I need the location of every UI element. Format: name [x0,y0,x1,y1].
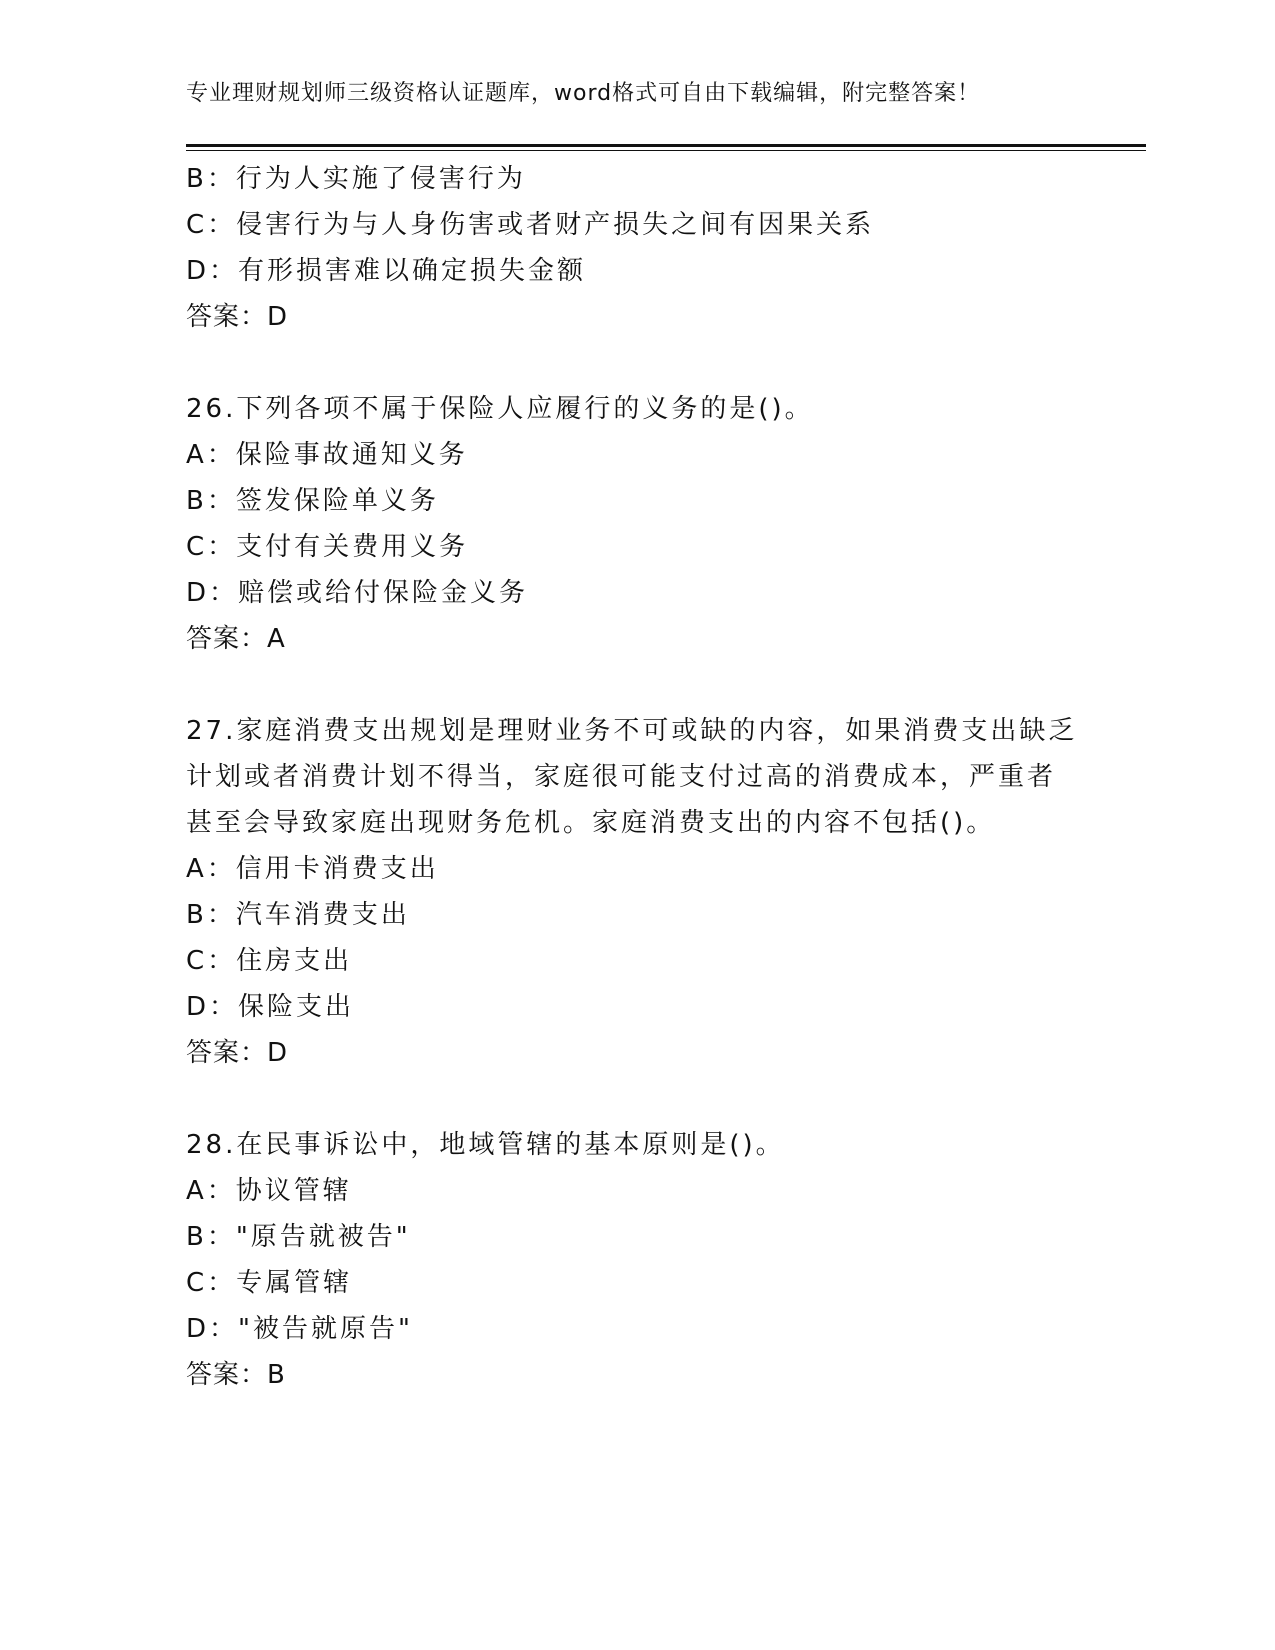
question-stem: 26.下列各项不属于保险人应履行的义务的是()。 [186,394,814,424]
option-b: B：行为人实施了侵害行为 [186,164,526,194]
option-c: C：专属管辖 [186,1268,353,1298]
question-25-continued [186,156,1086,340]
option-b: B："原告就被告" [186,1222,411,1252]
answer: 答案：B [186,1360,286,1390]
question-stem: 甚至会导致家庭出现财务危机。家庭消费支出的内容不包括()。 [186,808,996,838]
question-stem: 27.家庭消费支出规划是理财业务不可或缺的内容，如果消费支出缺乏 [186,716,1078,746]
option-a: A：信用卡消费支出 [186,854,439,884]
answer: 答案：A [186,624,286,654]
option-a: A：保险事故通知义务 [186,440,468,470]
option-c: C：侵害行为与人身伤害或者财产损失之间有因果关系 [186,210,875,240]
question-28 [186,1122,1086,1398]
option-c: C：支付有关费用义务 [186,532,469,562]
option-d: D：保险支出 [186,992,355,1022]
option-d: D：赔偿或给付保险金义务 [186,578,529,608]
answer: 答案：D [186,302,289,332]
option-a: A：协议管辖 [186,1176,352,1206]
question-stem: 计划或者消费计划不得当，家庭很可能支付过高的消费成本，严重者 [186,762,1057,792]
option-b: B：汽车消费支出 [186,900,410,930]
page-header: 专业理财规划师三级资格认证题库，word格式可自由下载编辑，附完整答案！ [186,81,981,106]
question-26 [186,386,1086,662]
option-d: D："被告就原告" [186,1314,413,1344]
question-list [186,156,1086,1398]
header-rule-thin [186,150,1146,151]
option-b: B：签发保险单义务 [186,486,439,516]
option-c: C：住房支出 [186,946,353,976]
question-27 [186,708,1086,1076]
option-d: D：有形损害难以确定损失金额 [186,256,587,286]
question-stem: 28.在民事诉讼中，地域管辖的基本原则是()。 [186,1130,785,1160]
header-rule-thick [186,144,1146,147]
answer: 答案：D [186,1038,289,1068]
